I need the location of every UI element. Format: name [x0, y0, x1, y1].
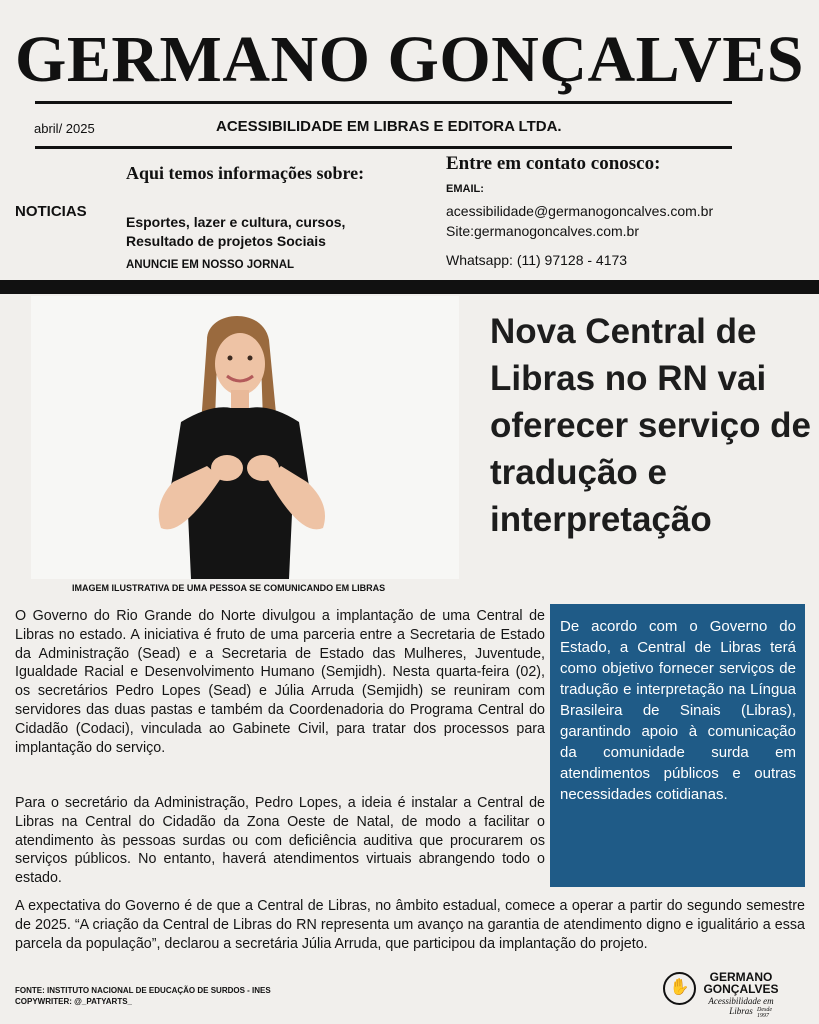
issue-date: abril/ 2025	[34, 121, 95, 136]
source-line: FONTE: INSTITUTO NACIONAL DE EDUCAÇÃO DE SURDOS - INES	[15, 986, 271, 995]
hands-logo-icon: ✋	[663, 972, 696, 1005]
article-paragraph: Para o secretário da Administração, Pedro Lopes, a ideia é instalar a Central de Libras na Central do Cidadão da Zona Oeste de Natal, de modo a facilitar o atendimento às pessoas surdas ou com deficiência auditiva que procurarem os serviços públicos. No entanto, haverá atendimentos virtuais abrangendo todo o estado.	[15, 795, 545, 887]
article-photo	[31, 296, 459, 579]
article-headline: Nova Central de Libras no RN vai oferecer serviço de tradução e interpretação	[490, 312, 812, 539]
whatsapp-number[interactable]: Whatsapp: (11) 97128 - 4173	[446, 252, 628, 268]
top-rule	[35, 101, 732, 104]
highlight-box: De acordo com o Governo do Estado, a Central de Libras terá como objetivo fornecer serviços de tradução e interpretação na Língua Brasileira de Sinais (Libras), garantindo apoio à comunicação da comunidade surda em atendimentos públicos e outras necessidades cotidianas.	[550, 604, 805, 887]
site-address[interactable]: Site:germanogoncalves.com.br	[446, 223, 639, 239]
divider-bar	[0, 280, 819, 294]
logo-name-line: GONÇALVES	[703, 982, 779, 996]
topics-line: Esportes, lazer e cultura, cursos,	[126, 214, 346, 230]
info-topics	[126, 213, 345, 251]
brand-logo	[663, 970, 783, 1019]
logo-name	[699, 971, 783, 995]
logo-tagline: Acessibilidade em Libras	[708, 996, 774, 1016]
advertise-note: ANUNCIE EM NOSSO JORNAL	[126, 259, 295, 271]
info-heading: Aqui temos informações sobre:	[126, 163, 365, 183]
header-rule	[35, 146, 732, 149]
logo-since: Desde 1997	[757, 1007, 772, 1019]
logo-name-line: GERMANO	[709, 970, 773, 984]
photo-caption: IMAGEM ILUSTRATIVA DE UMA PESSOA SE COMUNICANDO EM LIBRAS	[72, 583, 386, 593]
email-address[interactable]: acessibilidade@germanogoncalves.com.br	[446, 203, 714, 219]
article-paragraph: O Governo do Rio Grande do Norte divulgou a implantação de uma Central de Libras no estado. A iniciativa é fruto de uma parceria entre a Secretaria de Estado da Administração (Sead) e a Secretaria de Estado das Mulheres, Juventude, Igualdade Racial e Desenvolvimento Humano (Semjidh). Nesta quarta-feira (02), os secretários Pedro Lopes (Sead) e Júlia Arruda (Semjidh) se reuniram com servidores das duas pastas e também da Coordenadoria do Programa Central do Cidadão (Codaci), vinculada ao Gabinete Civil, para tratar dos processos para implantação do serviço.	[15, 608, 545, 756]
signing-woman-illustration	[31, 296, 459, 579]
email-label: EMAIL:	[446, 183, 484, 195]
source-credits	[15, 985, 271, 1007]
contact-heading: Entre em contato conosco:	[446, 153, 661, 174]
article-paragraph: A expectativa do Governo é de que a Central de Libras, no âmbito estadual, comece a operar a partir do segundo semestre de 2025. “A criação da Central de Libras do RN representa um avanço na garantia de atendimento digno e igualitário a essa parcela da população”, declarou a secretária Júlia Arruda, que participou da implantação do projeto.	[15, 898, 805, 952]
section-label: NOTICIAS	[15, 203, 87, 220]
masthead-title: GERMANO GONÇALVES	[15, 23, 804, 96]
company-name: ACESSIBILIDADE EM LIBRAS E EDITORA LTDA.	[216, 118, 562, 135]
topics-line: Resultado de projetos Sociais	[126, 233, 326, 249]
copywriter-line: COPYWRITER: @_PATYARTS_	[15, 997, 132, 1006]
